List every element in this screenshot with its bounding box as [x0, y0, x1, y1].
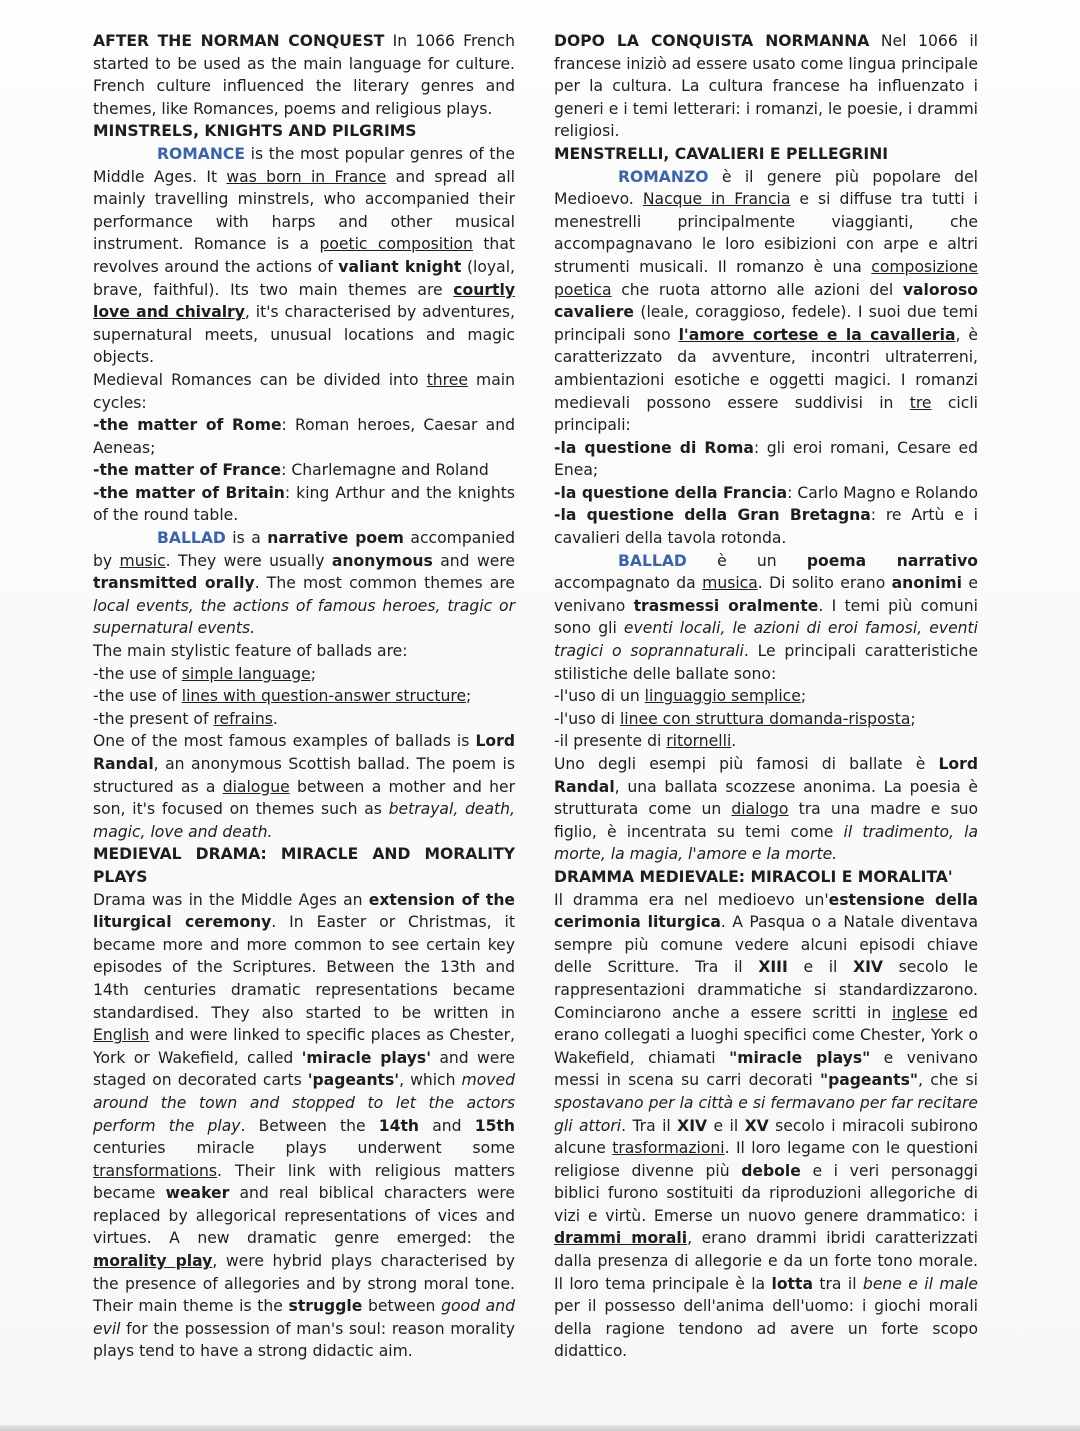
text-span: , it's characterised by adventures, supernatural meets, unusual locations and magic objects. [93, 303, 515, 367]
text-span: estensione della cerimonia liturgica [554, 890, 979, 932]
text-span: XIV [853, 958, 883, 977]
ballad-paragraph [554, 550, 978, 686]
text-span: struggle [288, 1297, 363, 1316]
cycle-item [93, 482, 515, 527]
text-span: XIV [677, 1116, 708, 1135]
text-span: è un [686, 551, 807, 570]
text-span: and were staged on decorated carts [93, 1048, 515, 1090]
text-span: Nel 1066 il francese iniziò ad essere usato come lingua principale per la cultura. La cultura francese ha influenzato i generi e i temi letterari: i romanzi, le poesie, i drammi religiosi. [554, 32, 978, 141]
text-span: , were hybrid plays characterised by the presence of allegories and by strong moral tone. Their main theme is the [93, 1252, 515, 1316]
cycle-item [93, 414, 515, 459]
italian-column [554, 30, 978, 1363]
text-span: transformations [93, 1161, 217, 1180]
text-span: dialogo [731, 800, 789, 819]
text-span: spostavano per la città e si fermavano per far recitare gli attori [554, 1093, 978, 1135]
text-span: narrative poem [267, 529, 404, 548]
text-span: : re Artù e i cavalieri della tavola rotonda. [554, 506, 978, 548]
text-span: . [272, 709, 278, 728]
text-span: è il genere più popolare del Medioevo. [554, 167, 978, 209]
text-span: between [362, 1297, 442, 1316]
text-span: . In Easter or Christmas, it became more and more common to see certain key episodes of the Scriptures. Between the 13th and 14th centuries dramatic representations became standardised. They also started to be written in [93, 913, 515, 1022]
text-span: centuries miracle plays underwent some [93, 1139, 515, 1158]
text-span: linguaggio semplice [644, 687, 801, 706]
text-span: . They were usually [165, 551, 332, 570]
text-span: for the possession of man's soul: reason morality plays tend to have a strong didactic aim. [93, 1319, 515, 1361]
ballad-title: BALLAD [618, 551, 687, 570]
text-span: drammi morali [554, 1229, 688, 1248]
text-span: e il [787, 958, 854, 977]
text-span: anonymous [331, 551, 433, 570]
text-span: 14th [378, 1116, 420, 1135]
text-span: -the use of [93, 664, 182, 683]
text-span: ; [800, 687, 807, 706]
text-span: -l'uso di [554, 709, 620, 728]
text-span: One of the most famous examples of ballads is [93, 732, 476, 751]
feature-item [93, 708, 515, 731]
text-span: weaker [165, 1184, 230, 1203]
text-span: l'amore cortese e la cavalleria [678, 325, 956, 344]
text-span: . Tra il [621, 1116, 678, 1135]
norman-conquest-paragraph [554, 30, 978, 143]
text-span: e venivano messi in scena su carri decorati [554, 1048, 978, 1090]
text-span: : Roman heroes, Caesar and Aeneas; [93, 416, 515, 457]
text-span: valiant knight [338, 257, 462, 276]
text-span: che ruota attorno alle azioni del [611, 280, 903, 299]
text-span: and real biblical characters were replaced by allegorical representations of vices and virtues. A new dramatic genre emerged: the [93, 1184, 515, 1248]
text-span: Medieval Romances can be divided into [93, 370, 427, 389]
ballad-paragraph [93, 527, 515, 640]
text-span: (leale, coraggioso, fedele). I suoi due temi principali sono [554, 303, 978, 344]
text-span: main cycles: [93, 370, 516, 412]
section-heading: MINSTRELS, KNIGHTS AND PILGRIMS [93, 122, 417, 141]
text-span: . Di solito erano [757, 574, 892, 593]
cycle-item [93, 459, 515, 482]
text-span: lines with question-answer structure [181, 687, 467, 706]
text-span: between a mother and her son, it's focused on themes such as [93, 777, 515, 819]
text-span: and were [432, 551, 515, 570]
text-span: Nacque in Francia [642, 190, 791, 209]
text-span: composizione poetica [554, 257, 978, 299]
text-span: is the most popular genres of the Middle Ages. It [93, 144, 515, 186]
text-span: "miracle plays" [729, 1048, 871, 1067]
english-column [93, 30, 515, 1363]
drama-paragraph [554, 889, 978, 1363]
text-span: ritornelli [666, 732, 732, 751]
text-span: e il [707, 1116, 745, 1135]
features-intro: The main stylistic feature of ballads are: [93, 642, 408, 661]
text-span: per il possesso dell'anima dell'uomo: i giochi morali della ragione tendono ad avere un forte scopo didattico. [554, 1297, 978, 1361]
lord-randal-paragraph [93, 730, 515, 843]
text-span: , che si [918, 1071, 978, 1090]
text-span: Lord Randal [93, 732, 515, 773]
text-span: -the use of [93, 687, 182, 706]
text-span: ed erano collegati a luoghi specifici come Chester, York o Wakefield, chiamati [554, 1003, 978, 1067]
text-span: trasformazioni [612, 1139, 725, 1158]
text-span: was born in France [226, 167, 387, 186]
text-span: ; [910, 709, 916, 728]
section-heading: AFTER THE NORMAN CONQUEST [93, 32, 385, 50]
text-span: and were linked to specific places as Chester, York or Wakefield, called [93, 1026, 515, 1067]
text-span: debole [741, 1161, 801, 1180]
text-span: . Their link with religious matters became [93, 1161, 515, 1203]
text-span: . Between the [240, 1116, 379, 1135]
text-span: tra il [813, 1274, 863, 1293]
text-span: -la questione di Roma [554, 438, 754, 457]
text-span: bene e il male [862, 1274, 978, 1293]
section-heading: MENSTRELLI, CAVALIERI E PELLEGRINI [554, 144, 889, 163]
text-span: , è caratterizzato da avventure, incontri ultraterreni, ambientazioni esotiche e oggetti magici. I romanzi medievali possono essere suddivisi in [554, 325, 978, 412]
text-span: , an anonymous Scottish ballad. The poem is structured as a [93, 755, 515, 796]
text-span: secolo i miracoli subirono alcune [554, 1116, 978, 1158]
text-span: valoroso cavaliere [554, 280, 978, 322]
text-span: extension of the liturgical ceremony [93, 890, 515, 932]
text-span: -la questione della Gran Bretagna [554, 506, 871, 525]
romance-title: ROMANCE [157, 144, 245, 163]
feature-item [554, 685, 978, 708]
text-span: simple language [181, 664, 311, 683]
text-span: ; [310, 664, 317, 683]
text-span: XV [744, 1116, 769, 1135]
text-span: transmitted orally [93, 574, 255, 593]
text-span: . I temi più comuni sono gli [554, 596, 979, 638]
feature-item [554, 708, 978, 731]
section-heading: MEDIEVAL DRAMA: MIRACLE AND MORALITY PLAYS [93, 845, 515, 886]
page-bottom-edge [0, 1425, 1080, 1431]
text-span: Uno degli esempi più famosi di ballate è [554, 755, 939, 773]
text-span: and [419, 1116, 475, 1135]
text-span: dialogue [222, 777, 290, 796]
text-span: eventi locali, le azioni di eroi famosi, eventi tragici o soprannaturali [554, 619, 978, 661]
text-span: "pageants" [819, 1071, 918, 1090]
text-span: -the matter of Rome [93, 416, 282, 435]
text-span: : Charlemagne and Roland [281, 461, 489, 480]
romance-paragraph [93, 143, 515, 369]
norman-conquest-paragraph [93, 30, 515, 120]
cycle-item [554, 482, 978, 550]
text-span: accompanied by [93, 529, 515, 570]
feature-item [554, 730, 978, 753]
feature-item [93, 685, 515, 708]
text-span: musica [702, 574, 758, 593]
text-span: XIII [758, 958, 788, 977]
text-span: : king Arthur and the knights of the round table. [93, 483, 515, 525]
text-span: . Il loro legame con le questioni religiose divenne più [554, 1139, 979, 1180]
text-span: anonimi [891, 574, 963, 593]
text-span: il tradimento, la morte, la magia, l'amore e la morte. [554, 822, 978, 864]
romance-title: ROMANZO [618, 167, 709, 186]
cycles-intro [93, 369, 515, 414]
text-span: courtly love and chivalry [93, 280, 515, 322]
text-span: linee con struttura domanda-risposta [619, 709, 911, 728]
text-span: . The most common themes are [254, 574, 515, 593]
text-span: -the matter of France [93, 461, 282, 480]
text-span: -la questione della Francia [554, 483, 788, 502]
text-span: refrains [213, 709, 273, 728]
lord-randal-paragraph [554, 753, 978, 866]
text-span: : gli eroi romani, Cesare ed Enea; [554, 438, 978, 480]
text-span: Drama was in the Middle Ages an [93, 890, 369, 909]
feature-item [93, 663, 515, 686]
text-span: . Le principali caratteristiche stilistiche delle ballate sono: [554, 642, 978, 683]
text-span: secolo le rappresentazioni drammatiche si standardizzarono. Cominciarono anche a essere scritti in [554, 958, 978, 1022]
text-span: -the matter of Britain [93, 483, 285, 502]
text-span: betrayal, death, magic, love and death. [93, 800, 515, 841]
text-span: e si diffuse tra tutti i menestrelli principalmente viaggianti, che accompagnavano le loro esibizioni con arpe e altri strumenti musicali. Il romanzo è una [554, 190, 978, 276]
text-span: -the present of [93, 709, 214, 728]
text-span: tra una madre e suo figlio, è incentrata su temi come [554, 800, 978, 841]
text-span: . A Pasqua o a Natale diventava sempre più comune vedere alcuni episodi chiave delle Scritture. Tra il [554, 913, 978, 977]
text-span: Lord Randal [554, 755, 978, 796]
text-span: poema narrativo [806, 551, 978, 570]
text-span: 'miracle plays' [301, 1048, 431, 1067]
romance-paragraph [554, 166, 978, 437]
text-span: . [731, 732, 737, 751]
text-span: Il dramma era nel medioevo un' [554, 890, 829, 909]
text-span: 15th [474, 1116, 515, 1135]
ballad-title: BALLAD [157, 529, 226, 548]
text-span: -il presente di [554, 732, 667, 751]
text-span: that revolves around the actions of [93, 235, 515, 276]
text-span: -l'uso di un [554, 687, 645, 706]
text-span: tre [909, 393, 932, 412]
text-span: inglese [892, 1003, 948, 1022]
text-span: and spread all mainly travelling minstrels, who accompanied their performance with harps and other musical instrument. Romance is a [93, 167, 515, 254]
text-span: ; [466, 687, 472, 706]
text-span: good and evil [93, 1297, 516, 1338]
text-span: local events, the actions of famous heroes, tragic or supernatural events. [93, 596, 515, 638]
text-span: , which [399, 1071, 462, 1090]
cycle-item [554, 437, 978, 482]
text-span: is a [225, 529, 268, 548]
section-heading: DOPO LA CONQUISTA NORMANNA [554, 32, 870, 50]
text-span: trasmessi oralmente [633, 596, 819, 615]
text-span: , una ballata scozzese anonima. La poesia è strutturata come un [554, 777, 978, 819]
text-span: poetic composition [319, 235, 473, 254]
text-span: In 1066 French started to be used as the main language for culture. French culture influenced the literary genres and themes, like Romances, poems and religious plays. [93, 32, 515, 118]
section-heading: DRAMMA MEDIEVALE: MIRACOLI E MORALITA' [554, 867, 953, 886]
drama-paragraph [93, 889, 515, 1363]
text-span: , erano drammi ibridi caratterizzati dalla presenza di allegorie e da un forte tono morale. Il loro tema principale è la [554, 1229, 978, 1293]
text-span: : Carlo Magno e Rolando [787, 483, 978, 502]
text-span: moved around the town and stopped to let the actors perform the play [93, 1071, 515, 1135]
text-span: 'pageants' [307, 1071, 400, 1090]
text-span: English [93, 1026, 150, 1045]
text-span: e i veri personaggi biblici furono sostituiti da riproduzioni allegoriche di vizi e virtù. Emerse un nuovo genere drammatico: i [554, 1161, 978, 1225]
text-span: music [119, 551, 166, 570]
text-span: morality play [93, 1252, 213, 1271]
text-span: e venivano [554, 574, 978, 615]
text-span: (loyal, brave, faithful). Its two main themes are [93, 257, 516, 299]
text-span: three [426, 370, 468, 389]
text-span: lotta [771, 1274, 813, 1293]
text-span: cicli principali: [554, 393, 978, 435]
text-span: accompagnato da [554, 574, 703, 593]
